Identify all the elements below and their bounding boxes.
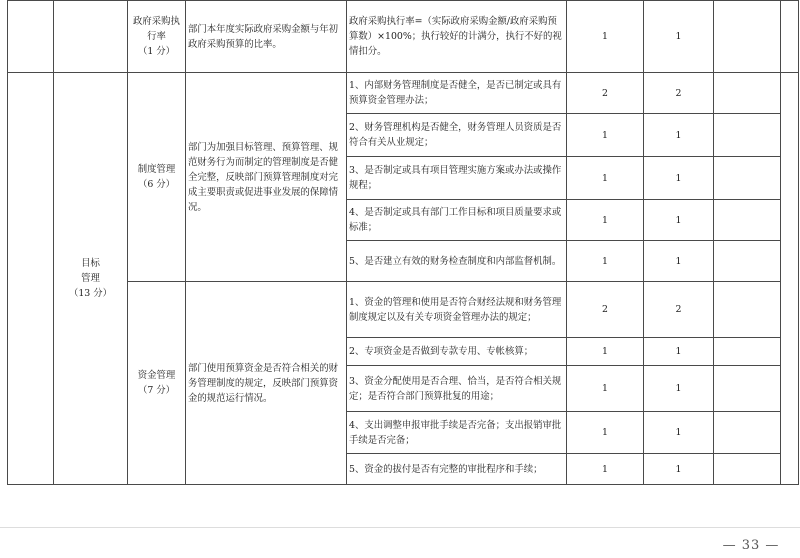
category-score: （13 分） xyxy=(68,288,113,299)
blank-cell xyxy=(714,241,781,282)
blank-cell xyxy=(714,73,781,114)
blank-cell xyxy=(8,73,54,485)
score-cell: 1 xyxy=(644,412,714,454)
blank-cell xyxy=(781,1,799,73)
explanation-cell: 部门使用预算资金是否符合相关的财务管理制度的规定，反映部门预算资金的规范运行情况。 xyxy=(186,282,347,485)
blank-cell xyxy=(714,1,781,73)
standard-cell: 4、支出调整申报审批手续是否完备；支出报销审批手续是否完备； xyxy=(347,412,567,454)
score-cell: 2 xyxy=(567,282,644,338)
standard-cell: 4、是否制定或具有部门工作目标和项目质量要求或标准； xyxy=(347,200,567,241)
indicator-cell xyxy=(128,73,186,282)
category-label: 目标 xyxy=(81,258,100,269)
score-cell: 1 xyxy=(567,454,644,485)
page-number: — 33 — xyxy=(722,538,780,553)
blank-cell xyxy=(781,73,799,485)
indicator-score: （6 分） xyxy=(137,179,176,190)
blank-cell xyxy=(714,114,781,157)
score-cell: 1 xyxy=(567,1,644,73)
indicator-cell xyxy=(128,1,186,73)
score-cell: 1 xyxy=(567,200,644,241)
standard-cell: 3、资金分配使用是否合理、恰当，是否符合相关规定；是否符合部门预算批复的用途； xyxy=(347,366,567,412)
score-cell: 1 xyxy=(567,366,644,412)
indicator-label: 行率 xyxy=(147,31,166,42)
score-cell: 1 xyxy=(567,412,644,454)
standard-cell: 1、内部财务管理制度是否健全，是否已制定或具有预算资金管理办法； xyxy=(347,73,567,114)
score-cell: 1 xyxy=(567,241,644,282)
score-cell: 1 xyxy=(567,114,644,157)
blank-cell xyxy=(714,282,781,338)
indicator-cell xyxy=(128,282,186,485)
blank-cell xyxy=(714,454,781,485)
blank-cell xyxy=(714,366,781,412)
score-cell: 1 xyxy=(644,338,714,366)
score-cell: 1 xyxy=(644,157,714,200)
blank-cell xyxy=(714,200,781,241)
score-cell: 1 xyxy=(644,200,714,241)
category-cell xyxy=(54,73,128,485)
score-cell: 2 xyxy=(567,73,644,114)
indicator-score: （1 分） xyxy=(137,46,176,57)
standard-cell: 5、是否建立有效的财务检查制度和内部监督机制。 xyxy=(347,241,567,282)
explanation-cell: 部门本年度实际政府采购金额与年初政府采购预算的比率。 xyxy=(186,1,347,73)
standard-cell: 1、资金的管理和使用是否符合财经法规和财务管理制度规定以及有关专项资金管理办法的规定； xyxy=(347,282,567,338)
indicator-label: 制度管理 xyxy=(137,164,176,175)
indicator-label: 政府采购执 xyxy=(133,16,180,27)
blank-cell xyxy=(8,1,54,73)
evaluation-table xyxy=(7,0,799,485)
blank-cell xyxy=(714,157,781,200)
score-cell: 1 xyxy=(644,114,714,157)
score-cell: 1 xyxy=(644,366,714,412)
score-cell: 1 xyxy=(644,241,714,282)
standard-cell: 政府采购执行率=（实际政府采购金额/政府采购预算数）×100%；执行较好的计满分，执行不好的视情扣分。 xyxy=(347,1,567,73)
score-cell: 2 xyxy=(644,282,714,338)
standard-cell: 2、专项资金是否做到专款专用、专帐核算； xyxy=(347,338,567,366)
score-cell: 2 xyxy=(644,73,714,114)
score-cell: 1 xyxy=(644,1,714,73)
page-bottom-divider xyxy=(0,527,800,528)
standard-cell: 2、财务管理机构是否健全，财务管理人员资质是否符合有关从业规定； xyxy=(347,114,567,157)
table-row xyxy=(8,73,799,114)
explanation-cell: 部门为加强目标管理、预算管理、规范财务行为而制定的管理制度是否健全完整，反映部门预算管理制度对完成主要职责或促进事业发展的保障情况。 xyxy=(186,73,347,282)
category-label: 管理 xyxy=(81,273,100,284)
standard-cell: 3、是否制定或具有项目管理实施方案或办法或操作规程； xyxy=(347,157,567,200)
blank-cell xyxy=(714,338,781,366)
blank-cell xyxy=(54,1,128,73)
score-cell: 1 xyxy=(567,338,644,366)
indicator-score: （7 分） xyxy=(137,385,176,396)
table-row xyxy=(8,1,799,73)
score-cell: 1 xyxy=(567,157,644,200)
blank-cell xyxy=(714,412,781,454)
score-cell: 1 xyxy=(644,454,714,485)
standard-cell: 5、资金的拔付是否有完整的审批程序和手续； xyxy=(347,454,567,485)
indicator-label: 资金管理 xyxy=(137,370,176,381)
